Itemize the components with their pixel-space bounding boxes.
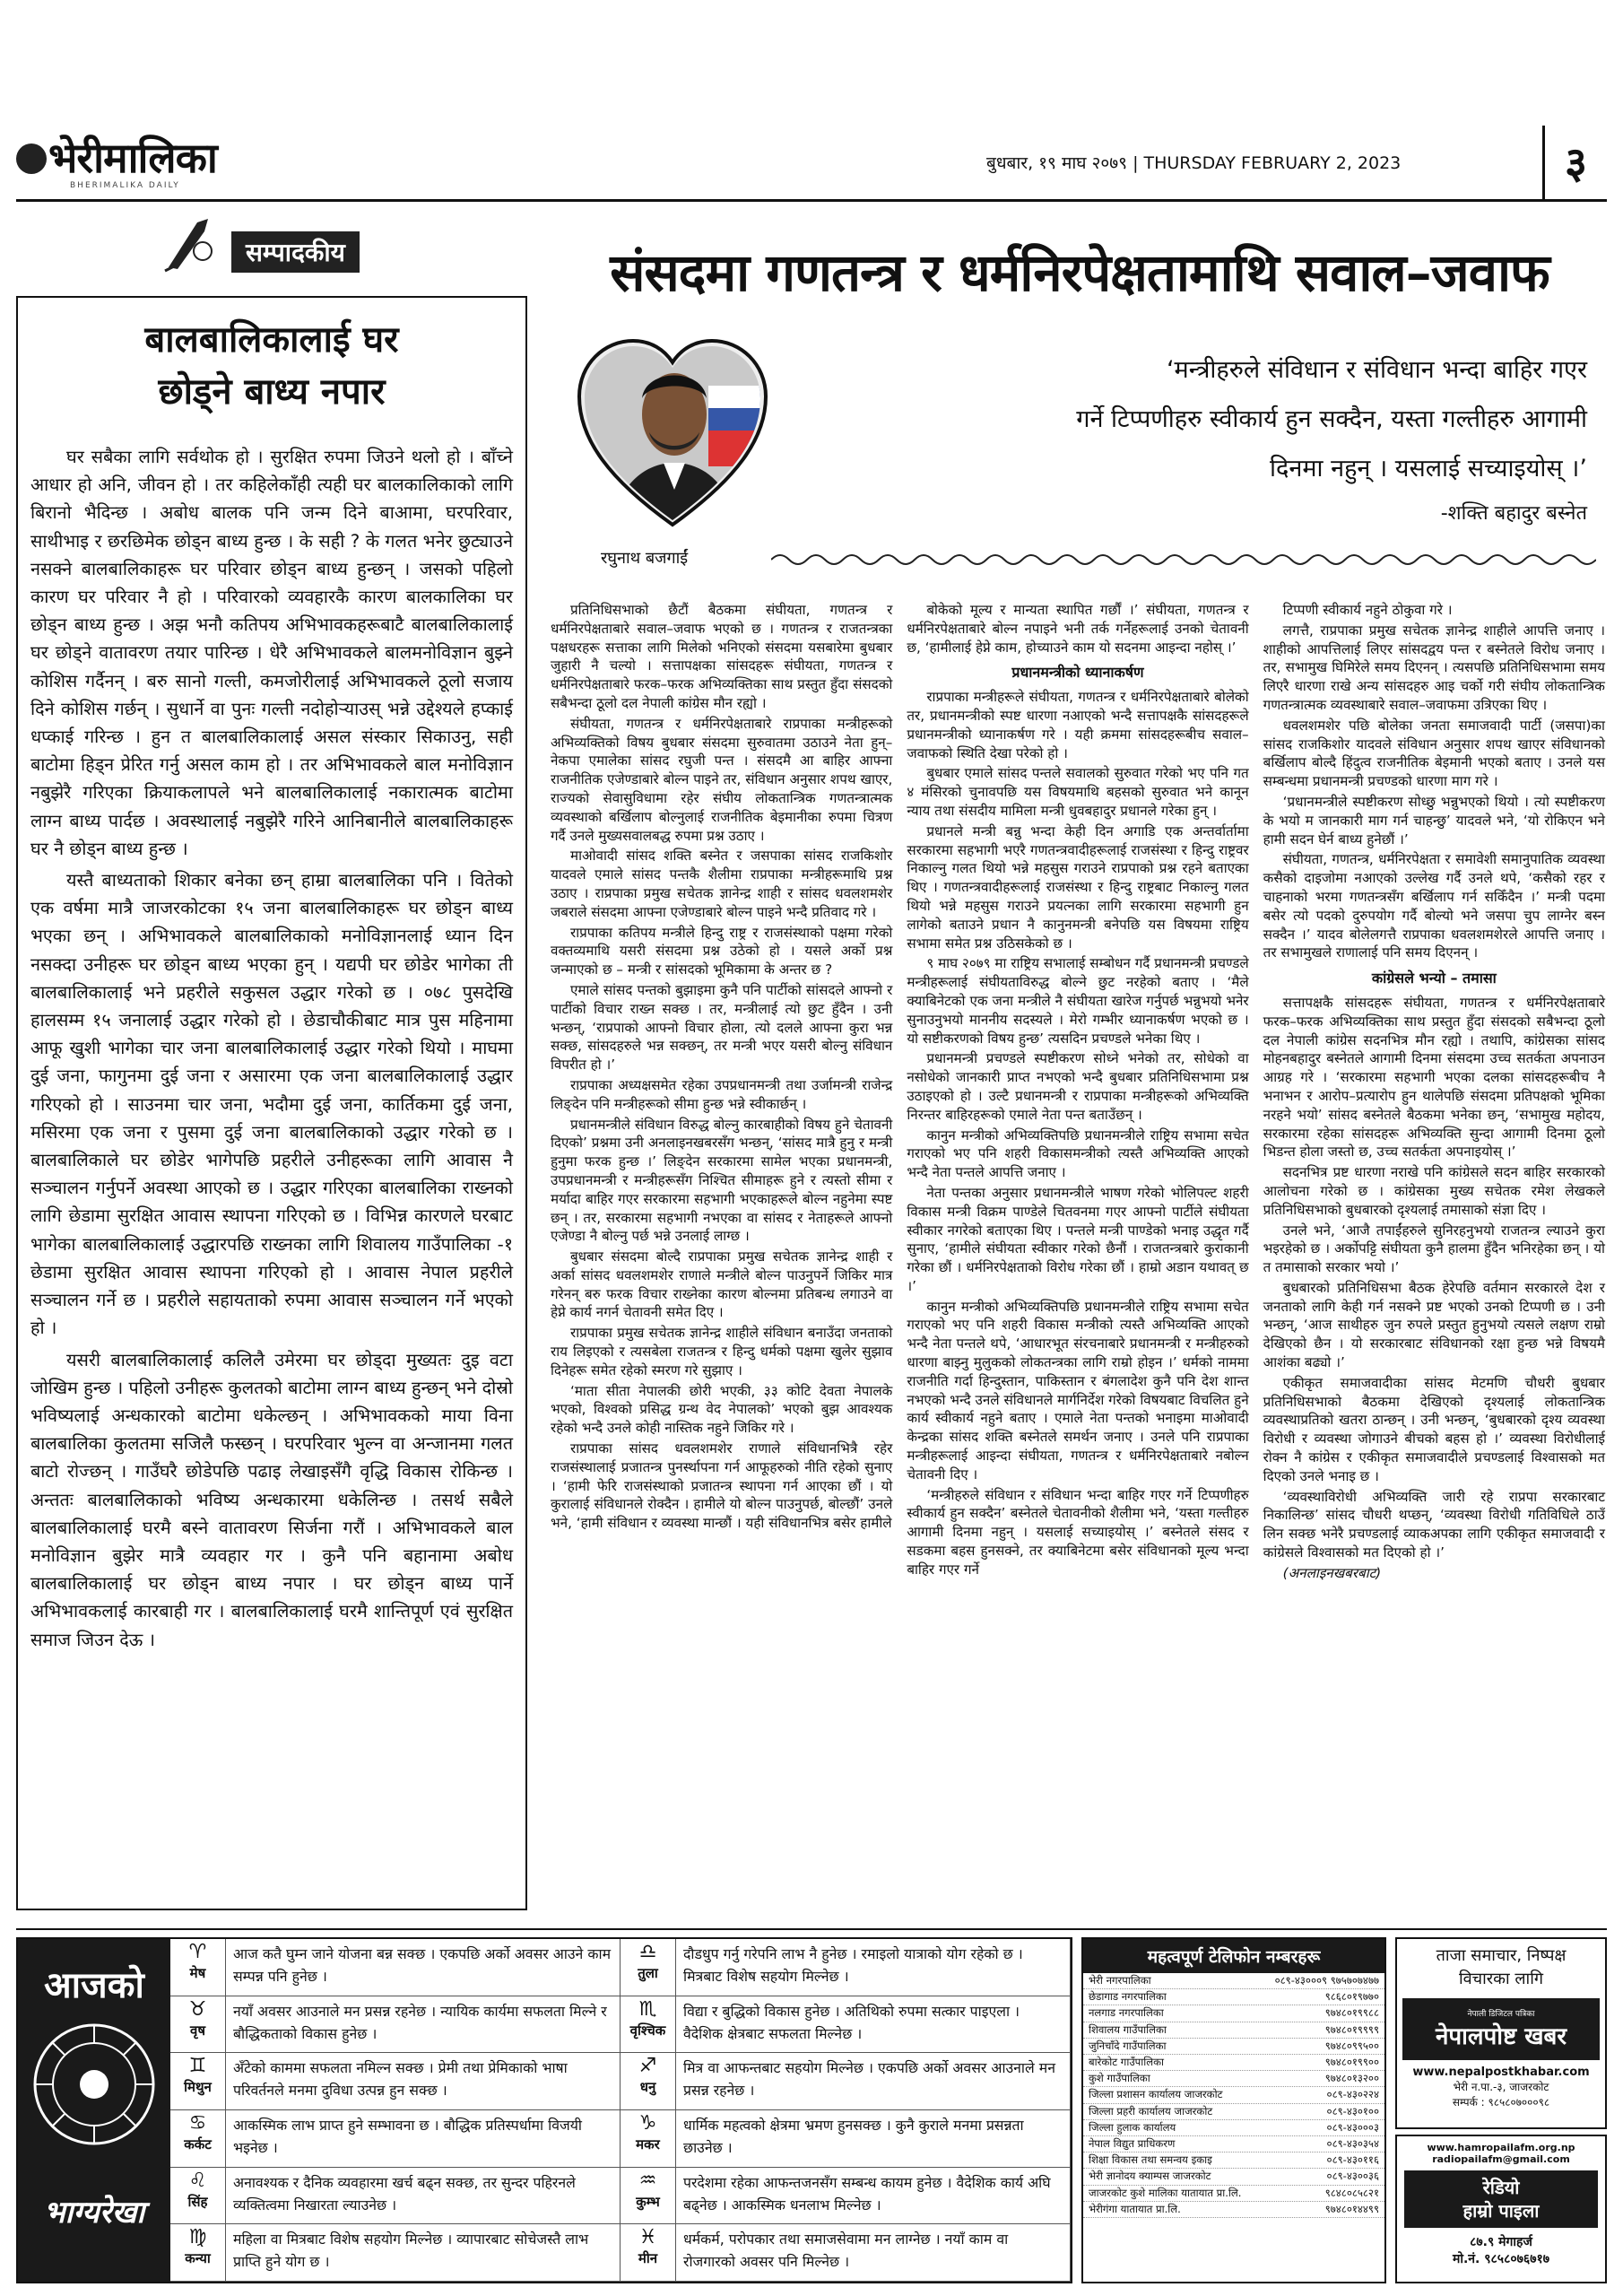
nepalpost-contact: सम्पर्क : ९८५८०७०००९८: [1452, 2096, 1550, 2109]
phone-row: [1083, 1973, 1384, 1989]
zodiac-sign: [170, 2110, 226, 2167]
phone-row: [1083, 2087, 1384, 2103]
article-paragraph: बुधबारको प्रतिनिधिसभा बैठक हेरेपछि वर्तमान सरकारले देश र जनताको लागि केही गर्न नसक्ने प्रष्ट भएको उनको टिप्पणी छ । उनी भन्छन्, ‘आज साथीहरु जुन रुपले प्रस्तुत हुनुभयो त्यसले लक्षण राम्रो देखिएको छैन । यो सरकारबाट संविधानको रक्षा हुन्छ भन्ने विषयमै आशंका बढ्यो ।’: [1263, 1279, 1605, 1371]
article-paragraph: राप्रपाका सांसद धवलशमशेर राणाले संविधानभित्रै रहेर राजसंस्थालाई प्रजातन्त्र पुनर्स्थापना गर्न आफूहरुको नीति रहेको सुनाए । ‘हामी फेरि राजसंस्थाको प्रजातन्त्र स्थापना गर्न आएका छौं । यो कुरालाई संविधानले रोक्दैन । हामीले यो बोल्न पाउनुपर्छ, बोल्छौं’ उनले भने, ‘हामी संविधान र व्यवस्था मान्छौं । यही संविधानभित्र बसेर हामीले: [551, 1440, 893, 1532]
pull-quote-line: दिनमा नहुन् । यसलाई सच्याइयोस् ।’: [1270, 455, 1587, 483]
pull-quote-line: ‘मन्त्रीहरुले संविधान र संविधान भन्दा बाहिर गएर: [1166, 356, 1587, 384]
article-paragraph: कानुन मन्त्रीको अभिव्यक्तिपछि प्रधानमन्त्रीले राष्ट्रिय सभामा सचेत गराएको भए पनि शहरी विकासमन्त्रीको त्यस्तै अभिव्यक्ति आएको भन्दै नेता पन्तले आपत्ति जनाए ।: [907, 1126, 1249, 1181]
article-paragraph: संघीयता, गणतन्त्र, धर्मनिरपेक्षता र समावेशी समानुपातिक व्यवस्था कसैको दाइजोमा नआएको उल्लेख गर्दै उनले थपे, ‘कसैको रहर र चाहनाको भरमा गणतन्त्रसँग बर्खिलाप गर्न सकिँदैन ।’ मन्त्री पदमा बसेर त्यो पदको दुरुपयोग गर्दै बोल्यो भने जसपा चुप लाग्नेर बस्न सक्दैन ।’ यादव बोलेलगत्तै राप्रपाका धवलशमशेरले आपत्ति जनाए । तर सभामुखले राणालाई पनि समय दिएनन् ।: [1263, 851, 1605, 961]
phone-office: शिवालय गाउँपालिका: [1089, 2022, 1167, 2036]
phone-number: ०८९-४३०२२४: [1326, 2088, 1379, 2101]
horoscope-text: मित्र वा आफन्तबाट सहयोग मिल्नेछ । एकपछि अर्को अवसर आउनाले मन प्रसन्न रहनेछ ।: [683, 2059, 1055, 2100]
virgo-icon: ♍: [188, 2226, 207, 2249]
article-paragraph: प्रधानले मन्त्री बन्नु भन्दा केही दिन अगाडि एक अन्तर्वार्तामा सरकारमा सहभागी भएरै गणतन्त्रवादीहरूलाई राजसंस्था र हिन्दु राष्ट्रवर निकाल्नु गलत थियो भन्ने महसुस गराउने राप्रपाको प्रश्न रहने बताएका थिए । गणतन्त्रवादीहरूलाई राजसंस्था र हिन्दु राष्ट्रबाट निकाल्नु गलत थियो भन्ने महसुस गराउने प्रयत्नका लागि सरकारमा सहभागी हुन लागेको बताउने प्रधान नै कानुनमन्त्री बनेपछि यस विषयमा राष्ट्रिय सभामा समेत प्रश्न उठिसकेको छ ।: [907, 822, 1249, 952]
radio-website[interactable]: www.hamropailafm.org.np: [1427, 2142, 1575, 2153]
article-paragraph: एकीकृत समाजवादीका सांसद मेटमणि चौधरी बुधबार प्रतिनिधिसभाको बैठकमा देखिएको दृश्यलाई लोकतान्त्रिक व्यवस्थाप्रतिको खतरा ठान्छन् । उनी भन्छन्, ‘बुधबारको दृश्य व्यवस्था विरोधी र व्यवस्था जोगाउने बीचको बहस हो ।’ व्यवस्था विरोधीलाई रोक्न नै कांग्रेस र एकीकृत समाजवादीले प्रचण्डलाई विश्वासको मत दिएको उनले भनाइ छ ।: [1263, 1374, 1605, 1484]
article-column-3: [1263, 601, 1605, 1919]
decorative-wave-divider: [771, 549, 1596, 570]
zodiac-wheel-icon: [31, 2022, 157, 2147]
horoscope-box: [16, 1937, 1072, 2283]
article-paragraph: ९ माघ २०७९ मा राष्ट्रिय सभालाई सम्बोधन गर्दै प्रधानमन्त्री प्रचण्डले मन्त्रीहरूलाई संघीयताविरुद्ध बोल्ने छुट नरहेको बताए । ‘मैले क्याबिनेटको एक जना मन्त्रीले नै संघीयता खारेज गर्नुपर्छ भन्नुभयो भनेर सुनाउनुभयो माननीय सदस्यले । मेरो गम्भीर ध्यानाकर्षण भएको छ । यो सष्टीकरणको विषय हुन्छ’ त्यसदिन प्रचण्डले भनेका थिए ।: [907, 955, 1249, 1047]
horoscope-text: विद्या र बुद्धिको विकास हुनेछ । अतिथिको रुपमा सत्कार पाइएला । वैदेशिक क्षेत्रबाट सफलता मिल्नेछ ।: [683, 2002, 1020, 2042]
zodiac-sign-name: कुम्भ: [636, 2193, 660, 2210]
zodiac-sign-name: मीन: [638, 2250, 658, 2267]
zodiac-sign: [170, 2168, 226, 2224]
issue-date: बुधबार, १९ माघ २०७९ | THURSDAY FEBRUARY 2, 2023: [986, 153, 1402, 173]
scorpio-icon: ♏: [638, 1997, 657, 2021]
editorial-label: सम्पादकीय: [231, 231, 360, 273]
phone-office: छेडागाड नगरपालिका: [1089, 1990, 1167, 2004]
horoscope-text: अँटेको काममा सफलता नमिल्न सक्छ । प्रेमी तथा प्रेमिकाको भाषा परिवर्तनले मनमा दुविधा उत्पन्न हुन सक्छ ।: [233, 2059, 568, 2100]
pull-quote: [861, 345, 1587, 526]
phone-office: जिल्ला प्रहरी कार्यालय जाजरकोट: [1089, 2104, 1213, 2118]
phone-row: [1083, 2169, 1384, 2185]
article-paragraph: सत्तापक्षकै सांसदहरू संघीयता, गणतन्त्र र धर्मनिरपेक्षताबारे फरक–फरक अभिव्यक्तिका साथ प्रस्तुत हुँदा संसदको सबैभन्दा ठूलो दल नेपाली कांग्रेस सदनभित्र मौन रह्यो । तथापि, कांग्रेसका सांसद मोहनबहादुर बस्नेतले आगामी दिनमा संसदमा उच्च सतर्कता अपनाउन आग्रह गरे । ‘सरकारमा सहभागी भएका दलका सांसदहरूबीच नै भनाभन र आरोप–प्रत्यारोप हुन थालेपछि संसदमा प्रतिपक्षको भूमिका नरहने भयो’ सांसद बस्नेतले बैठकमा भनेका छन्, ‘सभामुख महोदय, सरकारमा रहेका सांसदहरू अभिव्यक्ति सुन्दा आगामी दिनमा ठूलो भिडन्त होला जस्तो छ, उच्च सतर्कता अपनाइयोस् ।’: [1263, 994, 1605, 1161]
cancer-icon: ♋: [188, 2112, 207, 2135]
nepalpost-location: भेरी न.पा.-३, जाजरकोट: [1453, 2081, 1549, 2093]
aries-icon: ♈: [188, 1941, 207, 1963]
article-paragraph: प्रतिनिधिसभाको छैटौं बैठकमा संघीयता, गणतन्त्र र धर्मनिरपेक्षताबारे सवाल–जवाफ भएको छ । गणतन्त्र र राजतन्त्रका पक्षधरहरू सत्ताका लागि मिलेको भनिएको संसदमा यसबारेमा बुधबार जुहारी नै चल्यो । सत्तापक्षका सांसदहरू संघीयता, गणतन्त्र र धर्मनिरपेक्षताबारे फरक–फरक अभिव्यक्तिका साथ प्रस्तुत हुँदा संसदको सबैभन्दा ठूलो दल नेपाली कांग्रेस मौन रह्यो ।: [551, 602, 893, 711]
radio-email[interactable]: radiopailafm@gmail.com: [1432, 2153, 1570, 2165]
horoscope-text: नयाँ अवसर आउनाले मन प्रसन्न रहनेछ । न्यायिक कार्यमा सफलता मिल्ने र बौद्धिकताको विकास हुनेछ ।: [233, 2002, 607, 2042]
phone-row: [1083, 2136, 1384, 2152]
horoscope-entry: [170, 1996, 621, 2054]
phone-directory: [1081, 1937, 1386, 2283]
horoscope-entry: [621, 2224, 1071, 2282]
article-paragraph: ‘प्रधानमन्त्रीले स्पष्टीकरण सोध्छु भन्नुभएको थियो । त्यो स्पष्टीकरण के भयो म जानकारी माग गर्न चाहन्छु’ यादवले भने, ‘यो रोकिएन भने हामी सदन घेर्न बाध्य हुनेछौं ।’: [1263, 793, 1605, 848]
zodiac-sign-name: कर्कट: [184, 2136, 212, 2152]
phone-office: जिल्ला हुलाक कार्यालय: [1089, 2120, 1176, 2134]
phone-office: जिल्ला प्रशासन कार्यालय जाजरकोट: [1089, 2088, 1223, 2101]
header-rule: [16, 199, 1607, 202]
article-subhead: प्रधानमन्त्रीको ध्यानाकर्षण: [1011, 664, 1144, 682]
phone-office: कुशे गाउँपालिका: [1089, 2072, 1150, 2085]
zodiac-sign: [621, 2224, 676, 2281]
zodiac-sign-name: वृष: [189, 2022, 205, 2039]
horoscope-title-line-1: आजको: [44, 1965, 144, 2006]
leo-icon: ♌: [188, 2169, 207, 2192]
nepalpost-logo: [1402, 1998, 1600, 2060]
phone-office: जाजरकोट कुशे मालिका यातायात प्रा.लि.: [1089, 2186, 1242, 2199]
horoscope-text: आज कतै घुम्न जाने योजना बन्न सक्छ । एकपछि अर्को अवसर आउने काम सम्पन्न पनि हुनेछ ।: [233, 1945, 612, 1985]
article-paragraph: राप्रपाका प्रमुख सचेतक ज्ञानेन्द्र शाहीले संविधान बनाउँदा जनताको राय लिइएको र त्यसबेला राजतन्त्र र हिन्दु धर्मको पक्षमा खुलेर सुझाव दिनेहरू समेत रहेको स्मरण गरे सुझाए ।: [551, 1325, 893, 1378]
phone-office: भेरी नगरपालिका: [1089, 1974, 1151, 1987]
capricorn-icon: ♑: [638, 2112, 657, 2135]
horoscope-entry: [170, 2110, 621, 2168]
horoscope-title-line-2: भाग्यरेखा: [43, 2195, 145, 2231]
zodiac-sign: [170, 1939, 226, 1996]
photo-caption: रघुनाथ बजगाईं: [601, 549, 689, 568]
nepalpost-ad: [1395, 1937, 1607, 2129]
radio-frequency: ८७.९ मेगाहर्ज: [1470, 2235, 1532, 2249]
editorial-paragraph: यस्तै बाध्यताको शिकार बनेका छन् हाम्रा बालबालिका पनि । वितेको एक वर्षमा मात्रै जाजरकोटका १५ जना बालबालिकाहरू घर छोड्न बाध्य भएका छन् । अभिभावकले बालबालिकाको मनोविज्ञानलाई ध्यान दिन नसक्दा उनीहरू घर छोड्न बाध्य भएका हुन् । यद्यपी घर छोडेर भागेका ती बालबालिकालाई भने प्रहरीले सकुसल उद्धार गरेको छ । ०७८ पुसदेखि हालसम्म १५ जनालाई उद्धार गरेको हो । छेडाचौकीबाट मात्र पुस महिनामा आफू खुशी भागेका चार जना बालबालिकालाई उद्धार गरेको थियो । माघमा दुई जना, फागुनमा दुई जना र असारमा एक जना बालबालिकालाई उद्धार गरिएको हो । साउनमा चार जना, भदौमा दुई जना, कार्तिकमा दुई जना, मसिरमा एक जना र पुसमा दुई जना बालबालिकाको उद्धार गरेको छ । बालबालिकाले घर छोडेर भागेपछि प्रहरीले उनीहरूका लागि आवास नै सञ्चालन गर्नुपर्ने अवस्था आएको छ । उद्धार गरिएका बालबालिका राख्नको लागि छेडामा सुरक्षित आवास स्थापना गरिएको छ । विभिन्न कारणले घरबाट भागेका बालबालिकालाई उद्धारपछि राख्नका लागि शिवालय गाउँपालिका -१ छेडामा सुरक्षित आवास स्थापना गरिएको हो । आवास नेपाल प्रहरीले सञ्चालन गर्ने छ । प्रहरीले सहायताको रुपमा आवास सञ्चालन गर्ने भएको हो ।: [30, 870, 513, 1339]
phone-number: ०८९-४३०००९ ९७५७०७४७७: [1274, 1974, 1379, 1987]
article-paragraph: राप्रपाका कतिपय मन्त्रीले हिन्दु राष्ट्र र राजसंस्थाको पक्षमा गरेको वक्तव्यमाथि यसरी संसदमा प्रश्न उठेको हो । यसले अर्को प्रश्न जन्माएको छ – मन्त्री र सांसदको भूमिकामा के अन्तर छ ?: [551, 924, 893, 978]
advertisement-column: [1395, 1937, 1607, 2283]
zodiac-sign-name: मेष: [189, 1965, 206, 1981]
phone-number: ०८९-४३०१००: [1326, 2104, 1379, 2118]
phone-number: ०८९-४३०००३: [1326, 2120, 1379, 2134]
article-paragraph: ‘माता सीता नेपालकी छोरी भएकी, ३३ कोटि देवता नेपालके भएको, विश्वको प्रसिद्ध ग्रन्थ वेद नेपालको’ भएको बुझ आवश्यक रहेको भन्दै उनले कोही नास्तिक नहुने जिकिर गरे ।: [551, 1382, 893, 1437]
horoscope-text: महिला वा मित्रबाट विशेष सहयोग मिल्नेछ । व्यापारबाट सोचेजस्तै लाभ प्राप्ति हुने योग छ ।: [233, 2231, 589, 2271]
section-rule: [16, 1928, 1607, 1930]
editorial-paragraph: घर सबैका लागि सर्वथोक हो । सुरक्षित रुपमा जिउने थलो हो । बाँच्ने आधार हो अनि, जीवन हो । तर कहिलेकाँही त्यही घर बालकालिकाको लागि बिरानो भैदिन्छ । अबोध बालक पनि जन्म दिने बाआमा, घरपरिवार, साथीभाइ र छरछिमेक छोड्न बाध्य हुन्छ । के सही ? के गलत भनेर छुट्याउने नसक्ने बालबालिकाहरू घर परिवार छोड्न बाध्य हुन्छन् । जसको पहिलो कारण घर परिवार नै हो । परिवारको व्यवहारकै कारण बालकालिका घर छोड्न बाध्य हुन्छ । अझ भनौ कतिपय अभिभावकहरूबाटै बालबालिकालाई घर छोड्ने वातावरण तयार पारिन्छ । धेरै अभिभावकले बालमनोविज्ञान बुझ्ने कोशिस गर्दैनन् । बरु सानो गल्ती, कमजोरीलाई अभिभावकले ठूलो सजाय दिने कोशिस गर्छन् । सुधार्ने वा पुनः गल्ती नदोहोऱ्याउस् भन्ने उद्देश्यले हप्काई धप्काई गरिन्छ । हुन त बालबालिकालाई असल संस्कार सिकाउनु, सही बाटोमा हिड्न प्रेरित गर्नु असल काम हो । तर अभिभावकले बाल मनोविज्ञान नबुझेरै गरिएका क्रियाकलापले भने बालबालिकालाई नकारात्मक बाटोमा लाग्न बाध्य पार्दछ । अवस्थालाई नबुझेरै गरिने आनिबानीले बालबालिकाहरू घर नै छोड्न बाध्य हुन्छ ।: [30, 447, 513, 859]
author-portrait-icon: [574, 332, 771, 538]
radio-ad: [1395, 2135, 1607, 2283]
pull-quote-line: गर्ने टिप्पणीहरु स्वीकार्य हुन सक्दैन, यस्ता गल्तीहरु आगामी: [1076, 405, 1587, 433]
phone-row: [1083, 2055, 1384, 2071]
horoscope-text: आकस्मिक लाभ प्राप्त हुने सम्भावना छ । बौद्धिक प्रतिस्पर्धामा विजयी भइनेछ ।: [233, 2117, 582, 2156]
zodiac-sign-name: मकर: [636, 2136, 660, 2152]
article-paragraph: धवलशमशेर पछि बोलेका जनता समाजवादी पार्टी (जसपा)का सांसद राजकिशोर यादवले संविधान अनुसार शपथ खाएर संविधानको बर्खिलाप बोल्दै हिंदुत्व राजनीतिक बेइमानी भएको बताए । उनले यस सम्बन्धमा प्रधानमन्त्री प्रचण्डको धारणा माग गरे ।: [1263, 717, 1605, 790]
ad-tagline: ताजा समाचार, निष्पक्ष: [1436, 1946, 1567, 1965]
article-paragraph: बोकेको मूल्य र मान्यता स्थापित गर्छौं ।’ संघीयता, गणतन्त्र र धर्मनिरपेक्षताबारे बोल्न नपाइने भनी तर्क गर्नेहरूलाई उनको चेतावनी छ, ‘हामीलाई हेप्ने काम, होच्याउने काम यो सदनमा आइन्दा नहोस् ।’: [907, 602, 1249, 656]
zodiac-sign: [621, 2110, 676, 2167]
editorial-title-line-1: बालबालिकालाई घर: [144, 318, 399, 361]
horoscope-entry: [170, 2053, 621, 2110]
article-subhead: कांग्रेसले भन्यो – तमासा: [1371, 970, 1497, 987]
libra-icon: ♎: [638, 1941, 657, 1963]
editorial-title: [30, 314, 513, 418]
article-paragraph: बुधबार एमाले सांसद पन्तले सवालको सुरुवात गरेको भए पनि गत ४ मंसिरको चुनावपछि यस विषयमाथि बहसको सुरुवात भने कानून न्याय तथा संसदीय मामिला मन्त्री धुवबहादुर प्रधानले गरेका हुन् ।: [907, 765, 1249, 819]
editorial-paragraph: यसरी बालबालिकालाई कलिलै उमेरमा घर छोड्दा मुख्यतः दुइ वटा जोखिम हुन्छ । पहिलो उनीहरू कुलतको बाटोमा लाग्न बाध्य हुन्छन् भने दोस्रो भविष्यलाई अन्धकारको बाटोमा धकेल्छन् । अभिभावकको माया विना बालबालिका कुलतमा सजिलै फस्छन् । घरपरिवार भुल्न वा अन्जानमा गलत बाटो रोज्छन् । गाउँघरै छोडेपछि पढाइ लेखाइसँगै वृद्धि विकास रोकिन्छ । अन्ततः बालबालिकाको भविष्य अन्धकारमा धकेलिन्छ । तसर्थ सबैले बालबालिकालाई घरमै बस्ने वातावरण सिर्जना गरौं । अभिभावकले बाल मनोविज्ञान बुझेर मात्रै व्यवहार गर । कुनै पनि बहानामा अबोध बालबालिकालाई घर छोड्न बाध्य नपार । घर छोड्न बाध्य पार्ने अभिभावकलाई कारबाही गर । बालबालिकालाई घरमै शान्तिपूर्ण एवं सुरक्षित समाज जिउन देऊ ।: [30, 1349, 513, 1650]
phone-row: [1083, 2152, 1384, 2169]
article-paragraph: प्रधानमन्त्री प्रचण्डले स्पष्टीकरण सोध्ने भनेको तर, सोधेको वा नसोधेको जानकारी प्राप्त नभएको भन्दै बुधबार प्रतिनिधिसभामा प्रश्न उठाइएको हो । उल्टै प्रधानमन्त्री र राप्रपाका मन्त्रीहरूको अभिव्यक्ति निरन्तर बाहिरहरूको एमाले नेता पन्त बताउँछन् ।: [907, 1050, 1249, 1123]
phone-row: [1083, 1989, 1384, 2005]
phone-row: [1083, 2120, 1384, 2136]
article-paragraph: प्रधानमन्त्रीले संविधान विरुद्ध बोल्नु कारबाहीको विषय हुने चेतावनी दिएको’ प्रश्नमा उनी अनलाइनखबरसँग भन्छन्, ‘सांसद मात्रै हुनु र मन्त्री हुनुमा फरक हुन्छ ।’ लिङ्देन सरकारमा सामेल भएका प्रधानमन्त्री, उपप्रधानमन्त्री र मन्त्रीहरूसँग निश्चित सीमाहरू हुने र त्यस्तो सीमा र मर्यादा बाहिर गएर सरकारमा सहभागी भएकाहरूले बोल्न नहुनेमा स्पष्ट छन् । तर, सरकारमा सहभागी नभएका वा सांसद र नेताहरूले आफ्नो एजेण्डा नै बोल्नु पर्छ भन्ने उनलाई लाग्छ ।: [551, 1116, 893, 1245]
horoscope-text: परदेशमा रहेका आफन्तजनसँग सम्बन्ध कायम हुनेछ । वैदेशिक कार्य अघि बढ्नेछ । आकस्मिक धनलाभ मिल्नेछ ।: [683, 2173, 1051, 2213]
phone-office: नलगाड नगरपालिका: [1089, 2006, 1164, 2020]
article-paragraph: टिप्पणी स्वीकार्य नहुने ठोकुवा गरे ।: [1282, 602, 1453, 618]
header-divider: [1542, 126, 1545, 199]
phone-row: [1083, 2186, 1384, 2202]
phone-office: जुनिचाँदे गाउँपालिका: [1089, 2039, 1167, 2052]
quill-pen-icon: [161, 215, 215, 274]
phone-row: [1083, 2039, 1384, 2055]
zodiac-sign: [621, 1939, 676, 1996]
phone-number: ९८४८०८५८२१: [1324, 2186, 1379, 2199]
phone-number: ९८६८०१९७७०: [1324, 1990, 1379, 2004]
author-photo: [574, 332, 771, 538]
horoscope-entry: [170, 1939, 621, 1996]
zodiac-sign: [621, 2053, 676, 2109]
nepalpost-logo-text: नेपालपोष्ट खबर: [1435, 2023, 1567, 2050]
editorial-label-wrap: [152, 215, 529, 278]
editorial-box: [16, 296, 527, 1910]
phone-number: ९७४८०१३२००: [1324, 2072, 1379, 2085]
radio-mobile: मो.नं. ९८५८०७६७१७: [1452, 2252, 1550, 2266]
horoscope-entry: [621, 2168, 1071, 2225]
article-paragraph: लगत्तै, राप्रपाका प्रमुख सचेतक ज्ञानेन्द्र शाहीले आपत्ति जनाए । शाहीको आपत्तिलाई लिएर सांसदद्वय पन्त र बस्नेतले विरोध जनाए । तर, सभामुख घिमिरेले समय दिएनन् । त्यसपछि प्रतिनिधिसभामा समय लिएरै धारणा राखे अन्य सांसदहरु आइ चर्को गरी संघीय लोकतान्त्रिक गणतन्त्रात्मक व्यवस्थाबारे सवाल–जवाफमा उत्रिएका थिए ।: [1263, 622, 1605, 713]
phone-number: ०८९-४३०३५४: [1326, 2137, 1379, 2151]
nepalpost-website[interactable]: www.nepalpostkhabar.com: [1412, 2066, 1590, 2079]
radio-logo: [1404, 2170, 1598, 2228]
aquarius-icon: ♒: [638, 2169, 657, 2192]
phone-number: ०८९-४३००३६: [1326, 2170, 1379, 2183]
phone-number: ९७४८०१९९८८: [1324, 2006, 1379, 2020]
horoscope-text: धर्मकर्म, परोपकार तथा समाजसेवामा मन लाग्नेछ । नयाँ काम वा रोजगारको अवसर पनि मिल्नेछ ।: [683, 2231, 1009, 2271]
pull-quote-author: -शक्ति बहादुर बस्नेत: [1440, 502, 1587, 525]
article-body: [551, 601, 1605, 1919]
article-paragraph: उनले भने, ‘आजै तपाईंहरुले सुनिरहनुभयो राजतन्त्र ल्याउने कुरा भइरहेको छ । अर्कोपट्टि संघीयता कुनै हालमा हुँदैन भनिरहेका छन् । यो त तमासाको सरकार भयो ।’: [1263, 1222, 1605, 1276]
horoscope-entry: [170, 2224, 621, 2282]
phone-number: ९७४८०१९९००: [1324, 2056, 1379, 2069]
editorial-title-line-2: छोड्ने बाध्य नपार: [158, 370, 386, 413]
article-paragraph: कानुन मन्त्रीको अभिव्यक्तिपछि प्रधानमन्त्रीले राष्ट्रिय सभामा सचेत गराएको भए पनि शहरी विकास मन्त्रीको त्यस्तै अभिव्यक्ति आएको भन्दै नेता पन्तले थपे, ‘आधारभूत संरचनाबारे प्रधानमन्त्री र मन्त्रीहरुको धारणा बाझ्नु मुलुकको लोकतन्त्रका लागि राम्रो होइन ।’ धर्मको नाममा राजनीति गर्दा हिन्दुस्तान, पाकिस्तान र बंगलादेश कुनै पनि देश शान्त नभएको भन्दै उनले संविधानले मार्गनिर्देश गरेको विषयबाट विचलित हुने कार्य स्वीकार्य नहुने बताए । एमाले नेता पन्तको भनाइमा माओवादी केन्द्रका सांसद शक्ति बस्नेतले समर्थन जनाए । उनले पनि राप्रपाका मन्त्रीहरूलाई आइन्दा संघीयता, गणतन्त्र र धर्मनिरपेक्षताबारे नबोल्न चेतावनी दिए ।: [907, 1298, 1249, 1483]
article-paragraph: ‘व्यवस्थाविरोधी अभिव्यक्ति जारी रहे राप्रपा सरकारबाट निकालिन्छ’ सांसद चौधरी थप्छन्, ‘व्यवस्था विरोधी गतिविधिले ठाउँ लिन सक्छ भनेरै प्रचण्डलाई व्याकअपका लागि एकीकृत समाजवादी र कांग्रेसले विश्वासको मत दिएको हो ।’: [1263, 1488, 1605, 1561]
newspaper-masthead: [16, 135, 240, 192]
zodiac-sign-name: धनु: [639, 2079, 656, 2096]
article-paragraph: नेता पन्तका अनुसार प्रधानमन्त्रीले भाषण गरेको भोलिपल्ट शहरी विकास मन्त्री विक्रम पाण्डेले चितवनमा गएर आफ्नो पार्टीले संघीयता स्वीकार नगरेको बताएका थिए । पन्तले मन्त्री पाण्डेको भनाइ उद्धृत गर्दै सुनाए, ‘हामीले संघीयता स्वीकार गरेको छैनौं । राजतन्त्रबारे कुराकानी गरेका छौं । धर्मनिरपेक्षताको विरोध गरेका छौं । हाम्रो अडान यथावत् छ ।’: [907, 1184, 1249, 1294]
newspaper-logo: भेरीमालिका: [48, 134, 217, 182]
pisces-icon: ♓: [638, 2226, 657, 2249]
newspaper-logo-sub: BHERIMALIKA DAILY: [70, 181, 180, 190]
article-paragraph: सदनभित्र प्रष्ट धारणा नराखे पनि कांग्रेसले सदन बाहिर सरकारको आलोचना गरेको छ । कांग्रेसका मुख्य सचेतक रमेश लेखकले प्रतिनिधिसभाको बुधबारको दृश्यलाई तमासाको संज्ञा दिए ।: [1263, 1164, 1605, 1218]
phone-directory-title: महत्वपूर्ण टेलिफोन नम्बरहरू: [1083, 1939, 1384, 1973]
horoscope-entry: [621, 1996, 1071, 2054]
zodiac-sign-name: तुला: [638, 1965, 658, 1981]
horoscope-sidebar: [18, 1939, 170, 2282]
article-paragraph: संघीयता, गणतन्त्र र धर्मनिरपेक्षताबारे राप्रपाका मन्त्रीहरूको अभिव्यक्तिको विषय बुधबार संसदमा सुरुवातमा उठाउने नेता हुन्– नेकपा एमालेका सांसद रघुजी पन्त । संसदमै आ बाहिर आफ्ना राजनीतिक एजेण्डाबारे बोल्न पाइने तर, संविधान अनुसार शपथ खाएर, राज्यको सेवासुविधामा रहेर संघीय लोकतान्त्रिक गणतन्त्रात्मक व्यवस्थाको बर्खिलाप बोल्नुलाई राजनीतिक बेइमानीका रुपमा चित्रण गर्दै उनले मुख्यसवालबद्ध रुपमा प्रश्न उठाए ।: [551, 715, 893, 844]
horoscope-entry: [621, 2110, 1071, 2168]
phone-row: [1083, 2022, 1384, 2039]
zodiac-sign: [621, 2168, 676, 2224]
article-paragraph: ‘मन्त्रीहरुले संविधान र संविधान भन्दा बाहिर गएर गर्ने टिप्पणीहरु स्वीकार्य हुन सक्दैन’ बस्नेतले चेतावनीको शैलीमा भने, ‘यस्ता गल्तीहरु आगामी दिनमा नहुन् । यसलाई सच्याइयोस् ।’ बस्नेतले संसद र सडकमा बहस हुनसक्ने, तर क्याबिनेटमा बसेर संविधानको मूल्य भन्दा बाहिर गएर गर्ने: [907, 1486, 1249, 1578]
zodiac-sign-name: सिंह: [187, 2193, 208, 2210]
horoscope-text: दौडधुप गर्नु गरेपनि लाभ नै हुनेछ । रमाइलो यात्राको योग रहेको छ । मित्रबाट विशेष सहयोग मिल्नेछ ।: [683, 1945, 1023, 1985]
zodiac-sign: [170, 1996, 226, 2053]
phone-office: भेरीगंगा यातायात प्रा.लि.: [1089, 2202, 1181, 2215]
article-paragraph: राप्रपाका मन्त्रीहरूले संघीयता, गणतन्त्र र धर्मनिरपेक्षताबारे बोलेको तर, प्रधानमन्त्रीको स्पष्ट धारणा नआएको भन्दै सत्तापक्षकै सांसदहरूले प्रधानमन्त्रीको ध्यानाकर्षण गरे । यही क्रममा सांसदहरूबीच सवाल–जवाफको स्थिति देखा परेको हो ।: [907, 689, 1249, 761]
horoscope-entry: [621, 2053, 1071, 2110]
phone-row: [1083, 2202, 1384, 2218]
radio-logo-line: हाम्रो पाइला: [1462, 2200, 1540, 2222]
phone-office: भेरी ज्ञानोदय क्याम्पस जाजरकोट: [1089, 2170, 1211, 2183]
phone-office: बारेकोट गाउँपालिका: [1089, 2056, 1165, 2069]
phone-office: शिक्षा विकास तथा समन्वय इकाइ: [1089, 2153, 1212, 2167]
phone-number: ९७४८०१४४९९: [1324, 2202, 1379, 2215]
article-paragraph: एमाले सांसद पन्तको बुझाइमा कुनै पनि पार्टीको सांसदले आफ्नो र पार्टीको विचार राख्न सक्छ । तर, मन्त्रीलाई त्यो छुट हुँदैन । उनी भन्छन्, ‘राप्रपाको आफ्नो विचार होला, त्यो दलले आफ्ना कुरा भन्न सक्छ, सांसदहरुले भन्न सक्छन्, तर मन्त्री भएर यसरी बोल्नु संविधान विपरीत हो ।’: [551, 981, 893, 1074]
article-column-1: [551, 601, 892, 1919]
zodiac-sign: [621, 1996, 676, 2053]
zodiac-sign-name: वृश्चिक: [629, 2022, 666, 2039]
nepalpost-logo-sub: नेपाली डिजिटल पत्रिका: [1467, 2010, 1535, 2019]
phone-office: नेपाल विद्युत प्राधिकरण: [1089, 2137, 1176, 2151]
phone-number: ९७४८०९९५००: [1324, 2039, 1379, 2052]
article-paragraph: बुधबार संसदमा बोल्दै राप्रपाका प्रमुख सचेतक ज्ञानेन्द्र शाही र अर्का सांसद धवलशमशेर राणाले मन्त्रीले बोल्न पाउनुपर्ने जिकिर मात्र गरेनन् बरु फरक विचार राख्नेका कारण बोल्नमा प्रतिबन्ध लगाउने वा हेप्ने कार्य नगर्न चेतावनी समेत दिए ।: [551, 1248, 893, 1321]
article-headline: संसदमा गणतन्त्र र धर्मनिरपेक्षतामाथि सवाल–जवाफ: [610, 242, 1549, 303]
page-number: ३: [1565, 138, 1587, 188]
horoscope-entry: [621, 1939, 1071, 1996]
horoscope-text: धार्मिक महत्वको क्षेत्रमा भ्रमण हुनसक्छ । कुनै कुराले मनमा प्रसन्नता छाउनेछ ।: [683, 2117, 1024, 2156]
gemini-icon: ♊: [188, 2055, 207, 2078]
phone-row: [1083, 2005, 1384, 2022]
phone-row: [1083, 2104, 1384, 2120]
logo-emblem-icon: [16, 144, 47, 174]
phone-row: [1083, 2071, 1384, 2087]
zodiac-sign: [170, 2053, 226, 2109]
horoscope-text: अनावश्यक र दैनिक व्यवहारमा खर्च बढ्न सक्छ, तर सुन्दर पहिरनले व्यक्तित्वमा निखारता ल्याउनेछ ।: [233, 2173, 576, 2213]
horoscope-grid: [170, 1939, 1071, 2282]
radio-logo-line: रेडियो: [1482, 2177, 1520, 2198]
zodiac-sign-name: मिथुन: [184, 2079, 212, 2096]
article-paragraph: माओवादी सांसद शक्ति बस्नेत र जसपाका सांसद राजकिशोर यादवले एमाले सांसद पन्तकै शैलीमा राप्रपाका मन्त्रीहरूमाथि प्रश्न उठाए । राप्रपाका प्रमुख सचेतक ज्ञानेन्द्र शाही र सांसद धवलशमशेर जबराले संसदमा आफ्ना एजेण्डाबारे बोल्न पाइने भन्दै प्रतिवाद गरे ।: [551, 848, 893, 920]
article-credit: (अनलाइनखबरबाट): [1282, 1564, 1382, 1581]
article-paragraph: राप्रपाका अध्यक्षसमेत रहेका उपप्रधानमन्त्री तथा उर्जामन्त्री राजेन्द्र लिङ्देन पनि मन्त्रीहरूको सीमा हुन्छ भन्ने स्वीकार्छन् ।: [551, 1076, 893, 1112]
zodiac-sign-name: कन्या: [185, 2250, 211, 2267]
phone-number: ९७४८०१९९९९: [1324, 2022, 1379, 2036]
horoscope-entry: [170, 2168, 621, 2225]
taurus-icon: ♉: [188, 1997, 207, 2021]
ad-tagline: विचारका लागि: [1459, 1970, 1543, 1988]
phone-number: ०८९-४३०११६: [1326, 2153, 1379, 2167]
zodiac-sign: [170, 2224, 226, 2281]
sagittarius-icon: ♐: [638, 2055, 657, 2078]
article-column-2: [907, 601, 1248, 1919]
